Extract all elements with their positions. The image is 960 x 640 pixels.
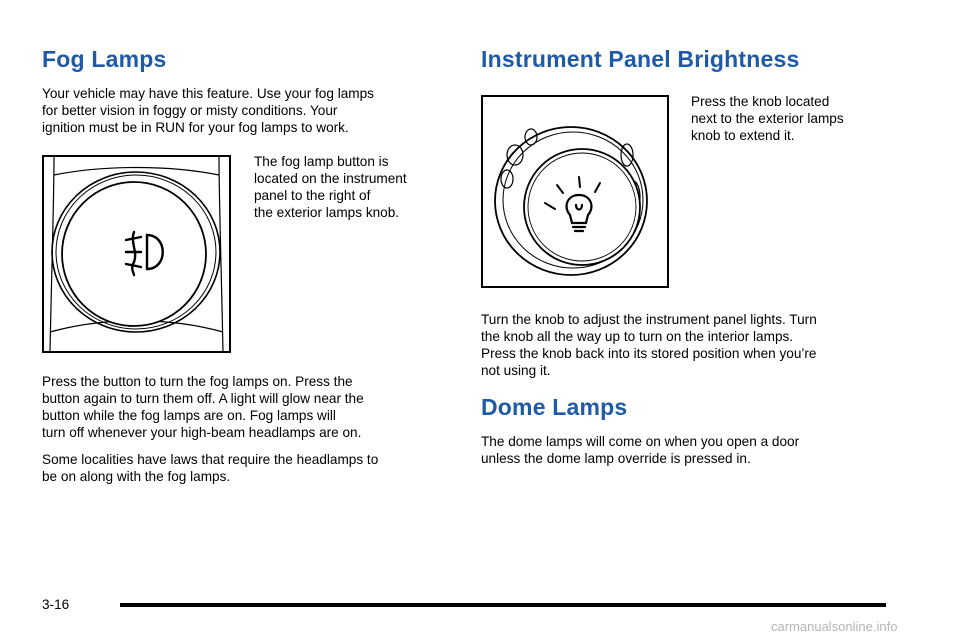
brightness-knob-drawing	[483, 97, 667, 286]
text-line: Some localities have laws that require the headlamps to	[42, 452, 379, 467]
fog-lamps-usage-paragraph	[42, 373, 364, 441]
text-line: Turn the knob to adjust the instrument panel lights. Turn	[481, 312, 817, 327]
text-line: panel to the right of	[254, 188, 371, 203]
text-line: button while the fog lamps are on. Fog lamps will	[42, 408, 336, 423]
text-line: The dome lamps will come on when you open a door	[481, 434, 800, 449]
text-line: turn off whenever your high-beam headlamps are on.	[42, 425, 362, 440]
text-line: Press the knob back into its stored position when you’re	[481, 346, 817, 361]
text-line: Press the button to turn the fog lamps on. Press the	[42, 374, 353, 389]
text-line: Your vehicle may have this feature. Use your fog lamps	[42, 86, 374, 101]
instrument-panel-brightness-heading: Instrument Panel Brightness	[481, 46, 800, 72]
fog-lamps-heading: Fog Lamps	[42, 46, 167, 72]
text-line: for better vision in foggy or misty conditions. Your	[42, 103, 338, 118]
text-line: Press the knob located	[691, 94, 830, 109]
brightness-figure-caption	[691, 93, 844, 144]
text-line: unless the dome lamp override is pressed in.	[481, 451, 751, 466]
text-line: located on the instrument	[254, 171, 407, 186]
dome-lamps-paragraph	[481, 433, 799, 467]
text-line: be on along with the fog lamps.	[42, 469, 231, 484]
text-line: next to the exterior lamps	[691, 111, 844, 126]
fog-lamp-button-illustration	[42, 155, 231, 353]
page-number: 3-16	[42, 597, 70, 612]
fog-lamps-intro	[42, 85, 374, 136]
text-line: The fog lamp button is	[254, 154, 389, 169]
text-line: ignition must be in RUN for your fog lamps to work.	[42, 120, 349, 135]
fog-lamps-laws-paragraph	[42, 451, 378, 485]
brightness-usage-paragraph	[481, 311, 817, 379]
footer-rule	[120, 603, 886, 607]
dome-lamps-heading: Dome Lamps	[481, 394, 628, 420]
text-line: the exterior lamps knob.	[254, 205, 400, 220]
text-line: knob to extend it.	[691, 128, 795, 143]
text-line: not using it.	[481, 363, 551, 378]
watermark-text: carmanualsonline.info	[771, 619, 898, 634]
brightness-knob-illustration	[481, 95, 669, 288]
fog-lamp-button-drawing	[44, 157, 229, 351]
text-line: button again to turn them off. A light will glow near the	[42, 391, 364, 406]
fog-lamp-figure-caption	[254, 153, 407, 221]
text-line: the knob all the way up to turn on the interior lamps.	[481, 329, 794, 344]
